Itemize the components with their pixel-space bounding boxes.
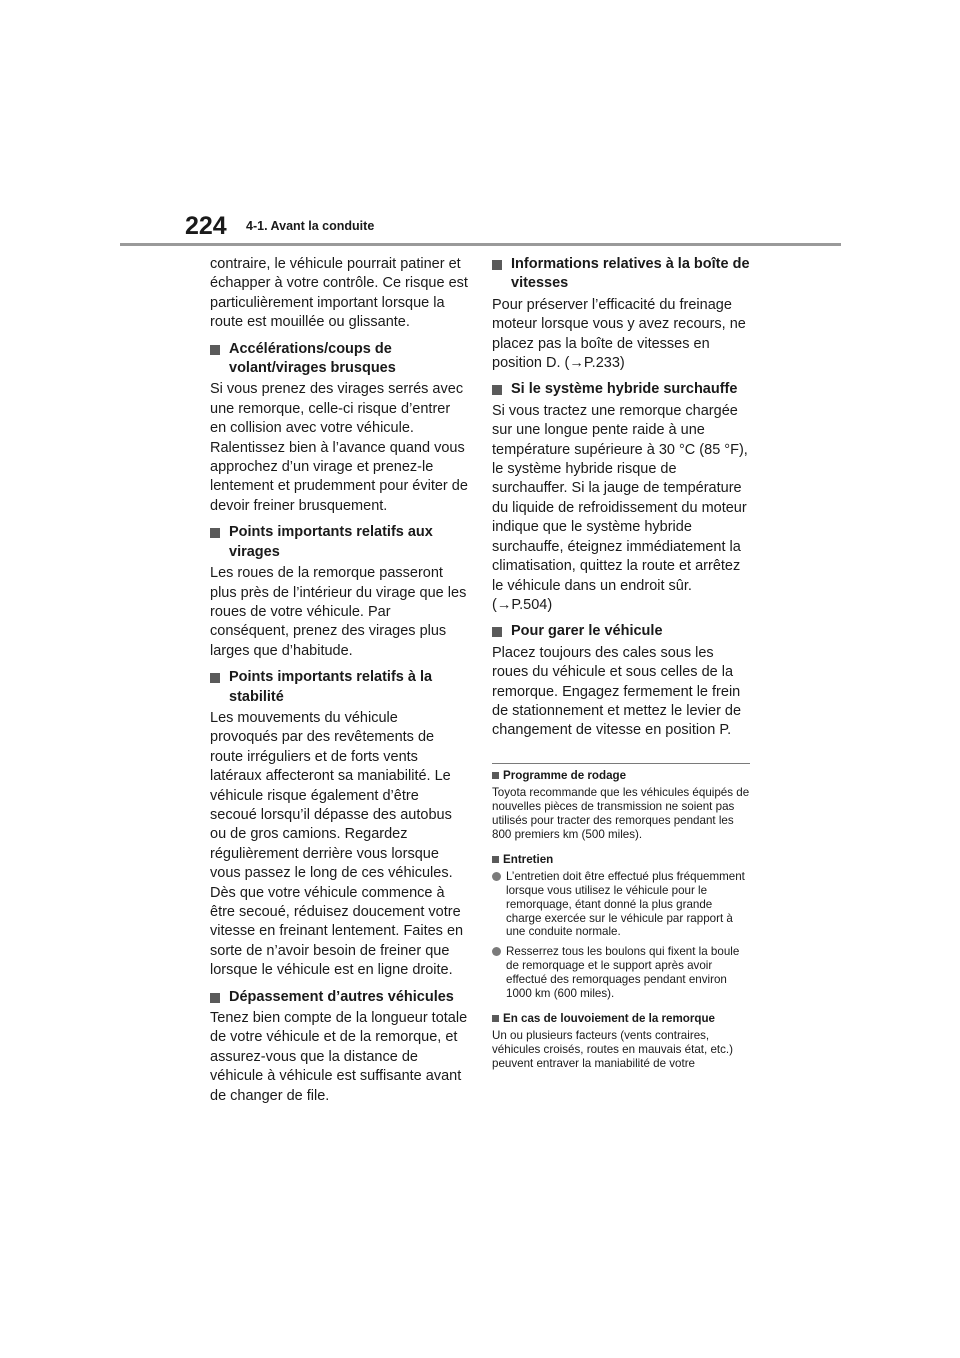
section-heading: [492, 380, 750, 399]
note-bullet-text: Resserrez tous les boulons qui fixent la boule de remorquage et le support après avoir effectué des remorquages pendant environ 1000 km (600 miles).: [506, 945, 740, 1001]
section-heading-text: Informations relatives à la boîte de vitesses: [511, 256, 750, 292]
note-heading: [492, 852, 750, 867]
note-bullet-text: L’entretien doit être effectué plus fréquemment lorsque vous utilisez le véhicule pour le remorquage, étant donné la plus grande charge exercée sur le véhicule par rapport à une conduite normale.: [506, 869, 745, 939]
note-heading: [492, 1011, 750, 1026]
section-heading: [492, 622, 750, 641]
section-title: 4-1. Avant la conduite: [246, 219, 375, 233]
section-paragraph: Les mouvements du véhicule provoqués par des revêtements de route irréguliers et de forts vents latéraux affecteront sa maniabilité. Le véhicule risque également d’être secoué lorsqu’il dépasse des autobus ou de gros camions. Regardez régulièrement derrière vous lorsque vous passez le long de ces véhicules. Dès que votre véhicule commence à être secoué, réduisez doucement votre vitesse en freinant lentement. Faites en sorte de n’avoir besoin de freiner que lorsque le véhicule est en ligne droite.: [210, 709, 464, 979]
note-bullet: [492, 870, 750, 940]
square-bullet-icon: [210, 673, 220, 683]
note-text: Toyota recommande que les véhicules équipés de nouvelles pièces de transmission ne soient pas utilisés pour tracter des remorques pendant les 800 premiers km (500 miles).: [492, 785, 750, 841]
section-paragraph: Tenez bien compte de la longueur totale de votre véhicule et de la remorque, et assurez-vous que la distance de véhicule à véhicule est suffisante avant de changer de file.: [210, 1010, 468, 1104]
square-bullet-icon: [492, 385, 502, 395]
intro-paragraph: contraire, le véhicule pourrait patiner et échapper à votre contrôle. Ce risque est particulièrement important lorsque la route est mouillée ou glissante.: [210, 256, 468, 331]
notes-box: [492, 768, 750, 1071]
section-heading-text: Points importants relatifs à la stabilité: [229, 669, 433, 705]
section-heading: [210, 523, 468, 562]
section-paragraph: Pour préserver l’efficacité du freinage moteur lorsque vous y avez recours, ne placez pas la boîte de vitesses en position D. (→P.233): [492, 296, 746, 372]
section-heading-text: Si le système hybride surchauffe: [511, 381, 738, 398]
notes-divider: [492, 763, 750, 764]
section-heading-text: Points importants relatifs aux virages: [229, 524, 433, 560]
square-bullet-icon: [210, 345, 220, 355]
section-paragraph: Si vous prenez des virages serrés avec une remorque, celle-ci risque d’entrer en collision avec votre véhicule. Ralentissez bien à l’avance quand vous approchez d’un virage et prenez-le lentement et prudemment pour éviter de devoir freiner brusquement.: [210, 381, 468, 514]
square-bullet-icon: [492, 260, 502, 270]
note-heading-text: Programme de rodage: [503, 768, 627, 782]
section-paragraph: Les roues de la remorque passeront plus près de l’intérieur du virage que les roues de votre véhicule. Par conséquent, prenez des virages plus larges que d’habitude.: [210, 565, 467, 659]
square-bullet-icon: [492, 856, 499, 863]
section-heading: [210, 988, 468, 1007]
section-heading: [210, 340, 468, 379]
note-heading: [492, 768, 750, 783]
note-heading-text: En cas de louvoiement de la remorque: [503, 1011, 715, 1025]
section-heading: [210, 668, 468, 707]
square-bullet-icon: [492, 627, 502, 637]
square-bullet-icon: [210, 993, 220, 1003]
left-column: [210, 255, 468, 1106]
note-bullet: [492, 945, 750, 1001]
section-heading-text: Dépassement d’autres véhicules: [229, 988, 454, 1005]
right-column: [492, 255, 750, 1071]
header-divider: [120, 243, 841, 246]
square-bullet-icon: [210, 528, 220, 538]
note-heading-text: Entretien: [503, 852, 554, 866]
section-heading-text: Accélérations/coups de volant/virages brusques: [229, 340, 396, 377]
square-bullet-icon: [492, 772, 499, 779]
page-header: [0, 0, 960, 250]
circle-bullet-icon: [492, 872, 501, 881]
section-paragraph: Placez toujours des cales sous les roues du véhicule et sous celles de la remorque. Engagez fermement le frein de stationnement et mettez le levier de changement de vitesse en position P.: [492, 644, 742, 739]
square-bullet-icon: [492, 1015, 499, 1022]
section-paragraph: Si vous tractez une remorque chargée sur une longue pente raide à une température supérieure à 30 °C (85 °F), le système hybride risque de surchauffer. Si la jauge de température du liquide de refroidissement du moteur indique que le système hybride surchauffe, éteignez immédiatement la climatisation, quittez la route et arrêtez le véhicule dans un endroit sûr. (→P.504): [492, 402, 748, 613]
circle-bullet-icon: [492, 947, 501, 956]
note-text: Un ou plusieurs facteurs (vents contraires, véhicules croisés, routes en mauvais état, etc.) peuvent entraver la maniabilité de votre: [492, 1029, 734, 1070]
section-heading: [492, 255, 750, 294]
section-heading-text: Pour garer le véhicule: [511, 623, 663, 640]
page-number: 224: [185, 212, 227, 240]
